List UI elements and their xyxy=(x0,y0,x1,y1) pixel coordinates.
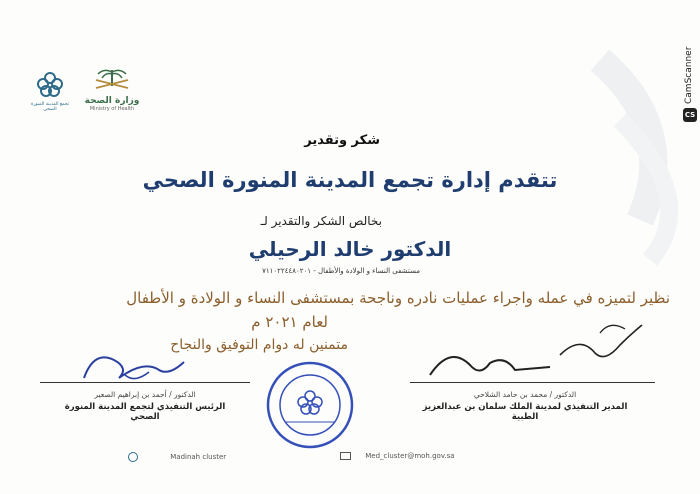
camscanner-watermark xyxy=(682,20,698,130)
footer-cluster-text: Madinah cluster xyxy=(170,453,227,461)
footer-email xyxy=(340,452,455,460)
cluster-name: تجمع المدينة المنورة الصحي xyxy=(30,102,70,112)
camscanner-label: CamScanner xyxy=(684,46,694,104)
wish-line: متمنين له دوام التوفيق والنجاح xyxy=(170,337,348,353)
certificate-heading: شكر وتقدير xyxy=(304,133,380,148)
left-signatory-name: الدكتور / أحمد بن إبراهيم الصعير xyxy=(94,390,196,399)
right-signature xyxy=(420,315,650,395)
sincere-line: بخالص الشكر والتقدير لـ xyxy=(260,214,382,228)
right-signature-line xyxy=(410,382,655,383)
ministry-name-ar: وزارة الصحة xyxy=(84,96,140,106)
ministry-name-en: Ministry of Health xyxy=(89,106,135,112)
cluster-small-icon xyxy=(128,452,138,462)
official-stamp xyxy=(265,360,355,450)
cluster-flower-icon xyxy=(28,70,72,98)
year-line: لعام ٢٠٢١ م xyxy=(251,313,328,331)
left-signatory-title: الرئيس التنفيذي لتجمع المدينة المنورة الصحي xyxy=(64,402,226,422)
email-icon xyxy=(340,452,351,460)
left-signatory xyxy=(50,390,240,422)
footer-cluster xyxy=(128,452,268,462)
right-signatory-title: المدير التنفيذي لمدينة الملك سلمان بن عبدالعزيز الطبية xyxy=(422,402,628,422)
camscanner-badge-icon: CS xyxy=(683,108,697,122)
recipient-subline: مستشفى النساء و الولادة والأطفال - ٧١١٠٢٢٤٤٨٠٢٠١ xyxy=(262,267,420,275)
ministry-of-health-logo xyxy=(82,66,142,110)
madinah-cluster-logo xyxy=(28,70,72,112)
left-signature-line xyxy=(40,382,250,383)
reason-line: نظير لتميزه في عمله واجراء عمليات نادره وناجحة بمستشفى النساء و الولادة و الأطفال xyxy=(126,289,670,307)
footer-email-text: Med_cluster@moh.gov.sa xyxy=(365,452,455,460)
presenter-line: تتقدم إدارة تجمع المدينة المنورة الصحي xyxy=(142,168,558,192)
recipient-name: الدكتور خالد الرحيلي xyxy=(248,237,452,261)
right-signatory xyxy=(410,390,640,422)
right-signatory-name: الدكتور / محمد بن حامد الشلاحي xyxy=(473,390,577,399)
palm-swords-emblem-icon xyxy=(82,66,142,92)
